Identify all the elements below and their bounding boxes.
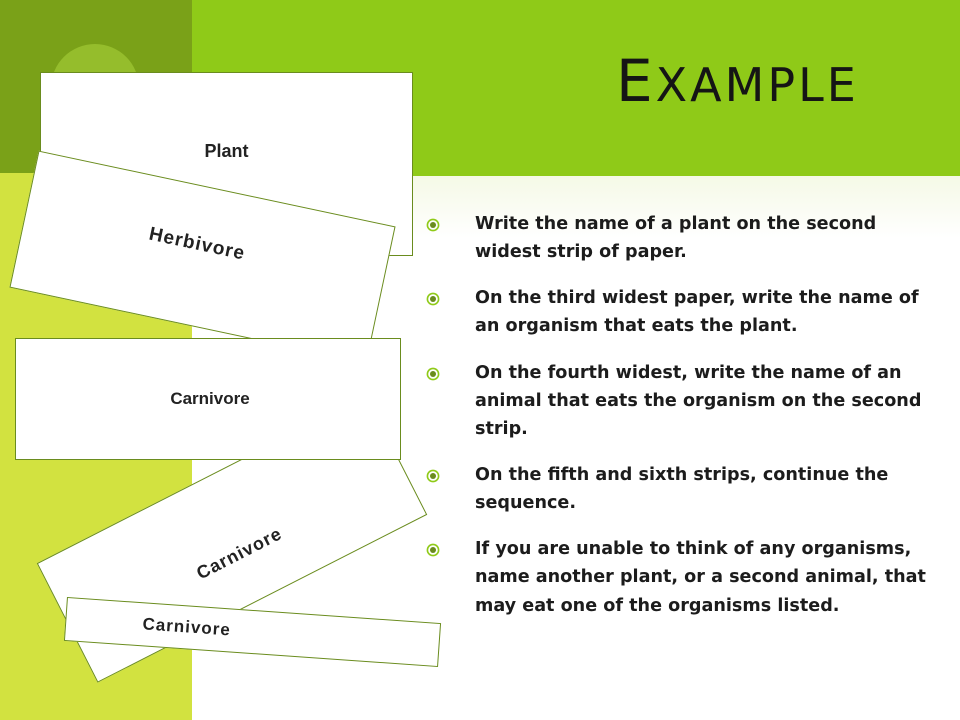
- bullet-text: On the fifth and sixth strips, continue the sequence.: [475, 464, 889, 514]
- strip-carnivore-1: [15, 338, 401, 460]
- strip-carnivore-2-label: Carnivore: [193, 522, 286, 583]
- circle-bullet-icon: [426, 367, 440, 381]
- bullet-text: If you are unable to think of any organisms, name another plant, or a second animal, that may eat one of the organisms listed.: [475, 539, 926, 616]
- title-rest: XAMPLE: [655, 58, 859, 112]
- circle-bullet-icon: [426, 469, 440, 483]
- bullet-text: On the fourth widest, write the name of an animal that eats the organism on the second strip.: [475, 362, 922, 439]
- instruction-list: [426, 210, 938, 620]
- list-item: [426, 210, 938, 266]
- slide-title: [616, 47, 859, 122]
- list-item: [426, 461, 938, 517]
- list-item: [426, 535, 938, 619]
- strip-carnivore-3-label: Carnivore: [141, 614, 232, 640]
- list-item: [426, 359, 938, 443]
- circle-bullet-icon: [426, 292, 440, 306]
- bullet-text: On the third widest paper, write the name of an organism that eats the plant.: [475, 288, 919, 337]
- circle-bullet-icon: [426, 543, 440, 557]
- strip-herbivore-label: Herbivore: [147, 223, 248, 265]
- circle-bullet-icon: [426, 218, 440, 232]
- strip-carnivore-1-label: Carnivore: [170, 389, 250, 408]
- strip-plant-label: Plant: [204, 140, 249, 161]
- list-item: [426, 284, 938, 340]
- title-initial: E: [616, 47, 656, 115]
- bullet-text: Write the name of a plant on the second widest strip of paper.: [475, 214, 877, 263]
